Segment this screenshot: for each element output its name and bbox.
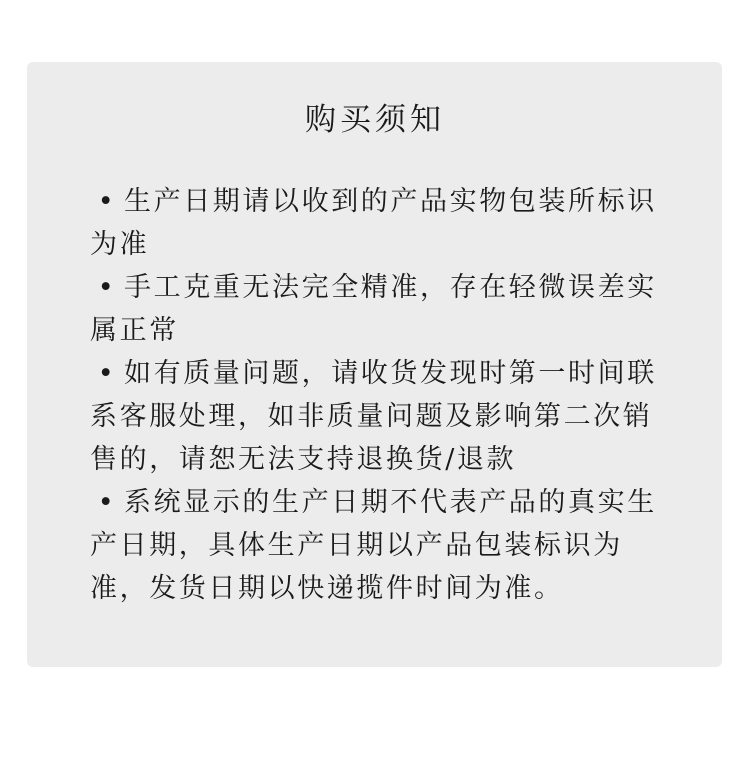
bullet-icon: • — [97, 358, 117, 389]
notice-title: 购买须知 — [305, 102, 445, 138]
notice-item-text: 系统显示的生产日期不代表产品的真实生产日期，具体生产日期以产品包装标识为准，发货日期以快递揽件时间为准。 — [90, 487, 657, 604]
notice-list — [90, 180, 658, 610]
notice-item-text: 如有质量问题，请收货发现时第一时间联系客服处理，如非质量问题及影响第二次销售的，请恕无法支持退换货/退款 — [90, 358, 657, 475]
bullet-icon: • — [97, 272, 117, 303]
bullet-icon: • — [97, 186, 117, 217]
notice-item-text: 生产日期请以收到的产品实物包装所标识为准 — [90, 186, 657, 260]
notice-item — [90, 481, 658, 610]
notice-item — [90, 180, 658, 266]
notice-item — [90, 352, 658, 481]
notice-item-text: 手工克重无法完全精准，存在轻微误差实属正常 — [90, 272, 657, 346]
notice-item — [90, 266, 658, 352]
bullet-icon: • — [97, 487, 117, 518]
